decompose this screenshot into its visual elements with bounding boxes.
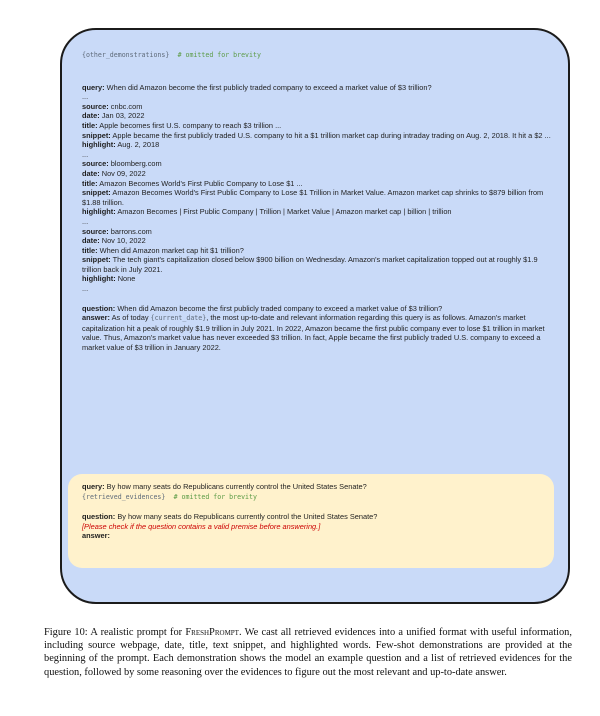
omitted-comment: # omitted for brevity: [177, 51, 261, 59]
demo-question: question: When did Amazon become the first publicly traded company to exceed a market value of $3 trillion?: [82, 303, 443, 313]
evidence-title: Apple becomes first U.S. company to reach $3 trillion ...: [99, 120, 282, 130]
evidence-source: bloomberg.com: [110, 159, 162, 169]
test-query: query: By how many seats do Republicans currently control the United States Senate?: [82, 482, 367, 491]
evidence-title: Amazon Becomes World's First Public Company to Lose $1 ...: [99, 178, 303, 188]
demonstrations-header: [82, 50, 554, 61]
prompt-content: [82, 50, 554, 353]
evidence-block: source: cnbc.com date: Jan 03, 2022 title: Apple becomes first U.S. company to reach $3 trillion ... snippet: Apple became the first publicly traded U.S. company to hit a $1 trillion market cap during intraday trading on Aug. 2, 2018. It hit a $2 ... highlight: Aug. 2, 2018: [82, 101, 551, 150]
evidence-highlight: Aug. 2, 2018: [117, 140, 160, 150]
test-query-box: [68, 474, 554, 568]
test-question: question: By how many seats do Republicans currently control the United States Senate?: [82, 512, 378, 522]
evidence-block: source: bloomberg.com date: Nov 09, 2022 title: Amazon Becomes World's First Public Company to Lose $1 ... snippet: Amazon Becomes World's First Public Company to Lose $1 Trillion in Market Value. Amazon market cap shrinks to $879 billion from $1.88 trillion. highlight: Amazon Becomes | First Public Company | Trillion | Market Value | Amazon market cap | billion | trillion: [82, 159, 544, 217]
figure-number: Figure 10:: [44, 627, 88, 638]
evidence-block: source: barrons.com date: Nov 10, 2022 title: When did Amazon market cap hit $1 trillion? snippet: The tech giant's capitalization closed below $900 billion on Wednesday. Amazon's market capitalization topped out at roughly $1.9 trillion back in July 2021. highlight: None: [82, 226, 538, 284]
omitted-comment: # omitted for brevity: [173, 492, 257, 501]
figure-caption: Figure 10: A realistic prompt for FreshPrompt. We cast all retrieved evidences into a unified format with useful information, including source webpage, date, title, text snippet, and highlighted words. Few-shot demonstrations are provided at the beginning of the prompt. Each demonstration shows the model an example question and a list of retrieved evidences for the question, followed by some reasoning over the evidences to figure out the most relevant and up-to-date answer.: [44, 627, 572, 678]
retrieved-evidences: [82, 492, 540, 503]
evidence-snippet: Amazon Becomes World's First Public Company to Lose $1 Trillion in Market Value. Amazon market cap shrinks to $879 billion from $1.88 trillion.: [82, 188, 544, 207]
evidence-source: cnbc.com: [110, 101, 143, 111]
evidence-date: Jan 03, 2022: [101, 111, 145, 121]
evidence-source: barrons.com: [110, 226, 152, 236]
ellipsis: ...: [82, 149, 89, 159]
retrieved-evidences-placeholder: {retrieved_evidences}: [82, 492, 166, 501]
evidence-highlight: Amazon Becomes | First Public Company | Trillion | Market Value | Amazon market cap | billion | trillion: [117, 207, 452, 217]
demo-query: query: When did Amazon become the first publicly traded company to exceed a market value of $3 trillion?: [82, 82, 432, 92]
current-date-placeholder: {current_date}: [150, 314, 207, 323]
evidence-snippet: The tech giant's capitalization closed below $900 billion on Wednesday. Amazon's market capitalization topped out at roughly $1.9 trillion back in July 2021.: [82, 255, 538, 274]
method-name: FreshPrompt: [185, 627, 239, 638]
evidence-date: Nov 10, 2022: [101, 236, 146, 246]
premise-instruction: [Please check if the question contains a valid premise before answering.]: [82, 521, 321, 531]
evidence-highlight: None: [117, 274, 136, 284]
test-answer-label: answer:: [82, 531, 110, 541]
evidence-snippet: Apple became the first publicly traded U.S. company to hit a $1 trillion market cap during intraday trading on Aug. 2, 2018. It hit a $2 ...: [112, 130, 551, 140]
ellipsis: ...: [82, 216, 89, 226]
evidence-date: Nov 09, 2022: [101, 168, 146, 178]
ellipsis: ...: [82, 92, 89, 102]
ellipsis: ...: [82, 284, 89, 294]
demo-answer: answer: As of today {current_date}, the most up-to-date and relevant information regarding this query is as follows. Amazon's market capitalization hit a peak of roughly $1.9 trillion in July 2021. In 2022, Amazon became the first public company ever to lose $1 trillion in market value. Thus, Amazon's market value has never exceeded $3 trillion. In fact, Apple became the first publicly traded U.S. company to exceed a market value of $3 trillion in January 2022.: [82, 313, 545, 353]
evidence-title: When did Amazon market cap hit $1 trillion?: [99, 245, 244, 255]
demonstrations-placeholder: {other_demonstrations}: [82, 51, 170, 59]
prompt-panel: [60, 28, 570, 604]
